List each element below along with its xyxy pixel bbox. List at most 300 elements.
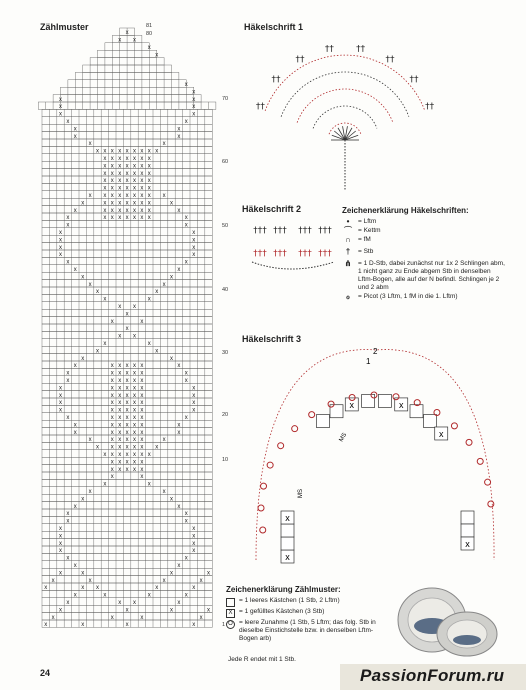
filled-cell-mark: x <box>140 400 144 407</box>
filled-cell-mark: x <box>177 363 181 370</box>
filled-cell-mark: x <box>66 119 70 125</box>
filled-cell-mark: x <box>207 607 210 614</box>
filled-cell-mark: x <box>192 104 196 111</box>
filled-cell-mark: x <box>118 148 122 155</box>
grid-row <box>42 613 212 620</box>
filled-cell-mark: x <box>147 200 151 207</box>
filet-box <box>281 524 294 537</box>
crochet-diagram-3 <box>236 340 498 580</box>
filled-cell-mark: x <box>133 185 136 192</box>
filled-cell-mark: x <box>133 429 136 436</box>
filled-cell-mark: x <box>59 385 62 392</box>
filled-cell-mark: x <box>110 363 114 370</box>
filet-box <box>461 524 474 537</box>
filled-cell-mark: x <box>140 466 144 473</box>
chain-arc <box>329 123 361 134</box>
filled-cell-mark: x <box>133 452 136 458</box>
filled-cell-mark: x <box>59 526 62 532</box>
filled-cell-mark: x <box>118 600 122 606</box>
picot-mark <box>451 423 457 429</box>
double-crochet-mark: ††† <box>253 226 267 236</box>
filled-cell-mark: x <box>155 348 159 355</box>
row-label-80: 80 <box>146 31 153 37</box>
filled-cell-mark: x <box>192 548 196 555</box>
filled-cell-mark: x <box>192 237 196 244</box>
filled-cell-mark: x <box>118 156 122 162</box>
filled-cell-mark: x <box>192 244 196 251</box>
filled-cell-mark: x <box>155 289 159 296</box>
filled-cell-mark: x <box>118 444 122 451</box>
filled-cell-mark: x <box>110 156 114 162</box>
filled-cell-mark: x <box>140 215 144 222</box>
filled-cell-mark: x <box>88 193 92 199</box>
filled-cell-mark: x <box>133 392 136 399</box>
filled-cell-mark: x <box>192 252 196 259</box>
grid-row <box>42 346 212 353</box>
filled-cell-mark: x <box>59 96 62 103</box>
filled-cell-mark: x <box>125 437 129 444</box>
filled-cell-mark: x <box>133 170 136 177</box>
filled-cell-mark: x <box>133 407 136 414</box>
slip-stitch-icon: ⌒ <box>344 226 352 235</box>
filled-cell-mark: x <box>133 200 136 207</box>
filled-cell-mark: x <box>192 533 196 540</box>
filled-cell-mark: x <box>118 370 122 377</box>
filled-cell-mark: x <box>118 452 122 458</box>
filled-cell-mark: x <box>118 385 122 392</box>
filled-cell-mark: x <box>125 422 129 429</box>
double-crochet-mark: ††† <box>273 226 287 236</box>
grid-row <box>42 583 212 590</box>
grid-row <box>42 539 212 546</box>
filled-cell-mark: x <box>133 459 136 466</box>
grid-row <box>42 228 212 235</box>
filled-cell-mark: x <box>155 444 159 451</box>
filled-cell-mark: x <box>125 607 129 614</box>
filled-cell-mark: x <box>110 614 114 621</box>
picot-mark <box>434 409 440 415</box>
filled-cell-mark: x <box>140 178 144 185</box>
filled-cell-mark: x <box>133 600 136 606</box>
filled-cell-mark: x <box>110 370 114 377</box>
double-crochet-mark: ††† <box>318 226 332 236</box>
picot-mark <box>466 439 472 445</box>
filled-cell-mark: x <box>133 163 136 170</box>
filled-cell-mark: x <box>199 577 203 584</box>
filled-cell-mark: x <box>170 496 173 503</box>
diagram3-label-1: 1 <box>366 357 371 366</box>
filled-cell-mark: x <box>349 399 355 410</box>
chain-arc <box>313 106 377 128</box>
filled-cell-mark: x <box>285 513 290 523</box>
filled-cell-mark: x <box>147 178 151 185</box>
filled-cell-mark: x <box>192 622 196 629</box>
grid-row <box>42 317 212 324</box>
picot-mark <box>309 412 315 418</box>
filled-cell-mark: x <box>81 200 85 207</box>
filled-cell-mark: x <box>118 207 122 214</box>
filled-cell-mark: x <box>155 148 159 155</box>
filled-cell-mark: x <box>118 407 122 414</box>
filled-cell-mark: x <box>118 170 122 177</box>
legend-empty-box: = 1 leeres Kästchen (1 Stb, 2 Lftm) <box>226 597 376 607</box>
filled-cell-mark: x <box>125 193 129 199</box>
diagram3-ms-upper: MS <box>338 432 349 443</box>
grid-row <box>42 561 212 568</box>
doily-photo <box>392 570 502 660</box>
filled-cell-mark: x <box>59 548 62 555</box>
filled-cell-mark: x <box>140 392 144 399</box>
filled-cell-mark: x <box>118 304 122 310</box>
filled-cell-mark: x <box>162 489 166 495</box>
filled-cell-mark: x <box>133 178 136 185</box>
filled-cell-mark: x <box>59 407 62 414</box>
filled-cell-mark: x <box>125 400 129 407</box>
picot-mark <box>267 462 273 468</box>
filled-box-icon: X <box>226 609 235 618</box>
filled-cell-mark: x <box>110 392 114 399</box>
grid-row <box>42 576 212 583</box>
filled-cell-mark: x <box>66 600 70 606</box>
filled-cell-mark: x <box>103 481 107 488</box>
count-pattern-title: Zählmuster <box>40 22 89 32</box>
filled-cell-mark: x <box>73 207 77 214</box>
filled-cell-mark: x <box>59 244 62 251</box>
filled-cell-mark: x <box>192 407 196 414</box>
filled-cell-mark: x <box>118 415 122 421</box>
filled-cell-mark: x <box>184 555 188 562</box>
filled-cell-mark: x <box>125 207 129 214</box>
filled-cell-mark: x <box>59 570 62 577</box>
grid-row <box>42 524 212 531</box>
count-legend <box>226 586 376 644</box>
grid-row <box>42 568 212 575</box>
filled-cell-mark: x <box>147 592 151 599</box>
filled-cell-mark: x <box>110 415 114 421</box>
filet-box <box>378 394 391 407</box>
filled-cell-mark: x <box>59 392 62 399</box>
filled-cell-mark: x <box>110 318 114 325</box>
filled-cell-mark: x <box>51 577 55 584</box>
grid-row <box>42 302 212 309</box>
filled-cell-mark: x <box>118 392 122 399</box>
filled-cell-mark: x <box>140 474 144 481</box>
double-crochet-mark: †† <box>425 102 435 113</box>
legend-item-dstb: ⋔ = 1 D-Stb, dabei zunächst nur 1x 2 Schlingen abm, 1 nicht ganz zu Ende abgem Stb in denselben Lftm-Bogen, alle auf der N befindl. Schlingen je 2 und 2 abm <box>342 260 507 292</box>
filled-cell-mark: x <box>118 363 122 370</box>
filled-cell-mark: x <box>140 444 144 451</box>
filled-cell-mark: x <box>110 148 114 155</box>
filled-cell-mark: x <box>110 185 114 192</box>
filled-cell-mark: x <box>184 119 188 125</box>
filled-cell-mark: x <box>103 170 107 177</box>
filled-cell-mark: x <box>184 222 188 229</box>
filled-cell-mark: x <box>59 607 62 614</box>
filled-cell-mark: x <box>184 370 188 377</box>
filled-cell-mark: x <box>170 607 173 614</box>
filled-cell-mark: x <box>140 415 144 421</box>
filled-cell-mark: x <box>140 422 144 429</box>
filled-cell-mark: x <box>184 82 188 88</box>
filled-cell-mark: x <box>170 570 173 577</box>
filled-cell-mark: x <box>125 163 129 170</box>
filled-cell-mark: x <box>147 341 151 347</box>
filled-cell-mark: x <box>140 614 144 621</box>
grid-row <box>42 354 212 361</box>
filled-cell-mark: x <box>73 592 77 599</box>
grid-row <box>42 502 212 509</box>
grid-row <box>42 132 212 139</box>
filled-cell-mark: x <box>125 200 129 207</box>
filled-cell-mark: x <box>118 185 122 192</box>
filled-cell-mark: x <box>177 503 181 510</box>
picot-mark <box>258 505 264 511</box>
filled-cell-mark: x <box>147 452 151 458</box>
grid-row <box>42 487 212 494</box>
filled-cell-mark: x <box>184 259 188 266</box>
filled-cell-mark: x <box>118 200 122 207</box>
filled-cell-mark: x <box>133 207 136 214</box>
crochet-legend-title: Zeichenerklärung Häkelschriften: <box>342 206 469 215</box>
filled-cell-mark: x <box>177 207 181 214</box>
filled-cell-mark: x <box>73 563 77 569</box>
filled-cell-mark: x <box>125 185 129 192</box>
filled-cell-mark: x <box>192 385 196 392</box>
diagram3-title: Häkelschrift 3 <box>242 334 302 344</box>
filled-cell-mark: x <box>73 422 77 429</box>
count-legend-title: Zeichenerklärung Zählmuster: <box>226 585 341 594</box>
filled-cell-mark: x <box>177 126 181 133</box>
filled-cell-mark: x <box>59 252 62 259</box>
diagram2-title: Häkelschrift 2 <box>242 204 302 214</box>
filled-cell-mark: x <box>192 230 196 236</box>
filled-cell-mark: x <box>125 363 129 370</box>
filled-cell-mark: x <box>110 452 114 458</box>
grid-row <box>42 109 212 116</box>
row-label-70: 70 <box>222 96 229 102</box>
filled-cell-mark: x <box>192 540 196 547</box>
filled-cell-mark: x <box>140 148 144 155</box>
double-crochet-mark: ††† <box>253 249 267 259</box>
filled-cell-mark: x <box>147 163 151 170</box>
filled-cell-mark: x <box>170 274 173 281</box>
filled-cell-mark: x <box>110 170 114 177</box>
chain-arc <box>281 72 409 117</box>
filled-cell-mark: x <box>162 437 166 444</box>
filled-cell-mark: x <box>147 481 151 488</box>
double-crochet-mark: †† <box>295 55 305 66</box>
double-crochet-icon: † <box>345 247 351 256</box>
filled-cell-mark: x <box>118 333 122 340</box>
row-label-1: 1 <box>222 622 226 628</box>
filled-cell-mark: x <box>66 378 70 384</box>
grid-row <box>42 287 212 294</box>
filled-cell-mark: x <box>118 193 122 199</box>
filled-cell-mark: x <box>177 563 181 569</box>
filled-cell-mark: x <box>73 126 77 133</box>
picot-mark <box>260 527 266 533</box>
filled-cell-mark: x <box>147 185 151 192</box>
filled-cell-mark: x <box>133 422 136 429</box>
filled-cell-mark: x <box>199 614 203 621</box>
row-label-50: 50 <box>222 223 229 229</box>
chain-arc <box>252 262 334 269</box>
grid-row <box>42 235 212 242</box>
filled-cell-mark: x <box>118 400 122 407</box>
filled-cell-mark: x <box>125 178 129 185</box>
double-crochet-mark: †† <box>356 44 366 55</box>
filled-cell-mark: x <box>133 215 136 222</box>
cluster-stitch-icon: ⋔ <box>344 259 352 268</box>
legend-item-picot: ℴ = Picot (3 Lftm, 1 fM in die 1. Lftm) <box>342 293 507 301</box>
grid-row <box>42 479 212 486</box>
filled-cell-mark: x <box>96 444 99 451</box>
filled-cell-mark: x <box>44 622 48 629</box>
filled-cell-mark: x <box>110 163 114 170</box>
filled-cell-mark: x <box>88 141 92 148</box>
filled-cell-mark: x <box>125 170 129 177</box>
filled-cell-mark: x <box>118 215 122 222</box>
legend-item-kettm: ⌒ = Kettm <box>344 226 381 235</box>
row-label-10: 10 <box>222 457 229 463</box>
filled-cell-mark: x <box>110 437 114 444</box>
grid-row <box>42 243 212 250</box>
filled-cell-mark: x <box>59 104 62 111</box>
filled-cell-mark: x <box>44 585 48 592</box>
filled-cell-mark: x <box>59 400 62 407</box>
grid-row <box>42 339 212 346</box>
row-label-20: 20 <box>222 412 229 418</box>
filled-cell-mark: x <box>88 437 92 444</box>
filled-cell-mark: x <box>147 296 151 303</box>
crochet-diagram-1 <box>250 30 450 200</box>
filled-cell-mark: x <box>140 185 144 192</box>
filled-cell-mark: x <box>192 585 196 592</box>
filled-cell-mark: x <box>140 429 144 436</box>
filled-cell-mark: x <box>118 429 122 436</box>
filled-cell-mark: x <box>51 614 55 621</box>
double-crochet-mark: ††† <box>298 249 312 259</box>
filled-cell-mark: x <box>162 193 166 199</box>
filled-cell-mark: x <box>103 156 107 162</box>
filled-cell-mark: x <box>140 363 144 370</box>
picot-mark <box>488 501 494 507</box>
filled-cell-mark: x <box>177 267 181 273</box>
double-crochet-mark: †† <box>385 55 395 66</box>
filled-cell-mark: x <box>73 429 77 436</box>
filled-cell-mark: x <box>140 156 144 162</box>
filled-cell-mark: x <box>110 466 114 473</box>
filled-cell-mark: x <box>125 459 129 466</box>
filled-cell-mark: x <box>125 30 129 37</box>
filled-cell-mark: x <box>103 200 107 207</box>
chain-arc <box>265 55 425 111</box>
filled-cell-mark: x <box>177 429 181 436</box>
filled-cell-mark: x <box>192 111 196 118</box>
filled-cell-mark: x <box>66 518 70 525</box>
picot-mark <box>261 483 267 489</box>
filled-cell-mark: x <box>110 178 114 185</box>
crochet-legend <box>342 207 507 302</box>
filled-cell-mark: x <box>125 156 129 162</box>
filled-cell-mark: x <box>118 378 122 384</box>
filled-cell-mark: x <box>133 378 136 384</box>
filled-cell-mark: x <box>59 237 62 244</box>
row-label-30: 30 <box>222 350 229 356</box>
filled-cell-mark: x <box>192 392 196 399</box>
grid-row <box>42 250 212 257</box>
filled-cell-mark: x <box>81 570 85 577</box>
filled-cell-mark: x <box>96 289 99 296</box>
filled-cell-mark: x <box>66 222 70 229</box>
filled-cell-mark: x <box>207 570 210 577</box>
filled-cell-mark: x <box>184 518 188 525</box>
filled-cell-mark: x <box>118 437 122 444</box>
filled-cell-mark: x <box>103 296 107 303</box>
diagram1-title: Häkelschrift 1 <box>244 22 304 32</box>
filled-cell-mark: x <box>125 311 129 318</box>
filled-cell-mark: x <box>118 466 122 473</box>
filled-cell-mark: x <box>133 193 136 199</box>
empty-box-icon <box>226 598 235 607</box>
filled-cell-mark: x <box>81 274 85 281</box>
grid-row <box>42 294 212 301</box>
filled-cell-mark: x <box>103 452 107 458</box>
filled-cell-mark: x <box>438 428 444 439</box>
filled-cell-mark: x <box>110 200 114 207</box>
filled-cell-mark: x <box>140 163 144 170</box>
filled-cell-mark: x <box>81 622 85 629</box>
double-crochet-mark: †† <box>271 75 281 86</box>
chain-stitch-icon: • <box>346 217 350 226</box>
filled-cell-mark: x <box>118 178 122 185</box>
filled-cell-mark: x <box>81 496 85 503</box>
legend-item-stb: † = Stb <box>342 248 507 256</box>
filled-cell-mark: x <box>96 585 99 592</box>
filled-cell-mark: x <box>184 215 188 222</box>
row-label-81: 81 <box>146 23 153 29</box>
filled-cell-mark: x <box>133 400 136 407</box>
picot-mark <box>292 426 298 432</box>
filled-cell-mark: x <box>103 341 107 347</box>
filled-cell-mark: x <box>162 141 166 148</box>
double-crochet-mark: ††† <box>318 249 332 259</box>
filled-cell-mark: x <box>59 540 62 547</box>
filled-cell-mark: x <box>125 415 129 421</box>
filled-cell-mark: x <box>125 622 129 629</box>
filled-cell-mark: x <box>59 230 62 236</box>
filled-cell-mark: x <box>110 444 114 451</box>
filled-cell-mark: x <box>125 148 129 155</box>
grid-row <box>42 494 212 501</box>
row-label-60: 60 <box>222 159 229 165</box>
filled-cell-mark: x <box>96 348 99 355</box>
filled-cell-mark: x <box>192 400 196 407</box>
filled-cell-mark: x <box>125 370 129 377</box>
filled-cell-mark: x <box>125 452 129 458</box>
filled-cell-mark: x <box>125 407 129 414</box>
filled-cell-mark: x <box>103 207 107 214</box>
filled-cell-mark: x <box>103 592 107 599</box>
filled-cell-mark: x <box>125 326 129 333</box>
filled-cell-mark: x <box>88 577 92 584</box>
filled-cell-mark: x <box>133 385 136 392</box>
filled-cell-mark: x <box>88 281 92 288</box>
picot-mark <box>278 443 284 449</box>
filled-cell-mark: x <box>133 37 136 44</box>
grid-row <box>42 280 212 287</box>
filled-cell-mark: x <box>118 459 122 466</box>
